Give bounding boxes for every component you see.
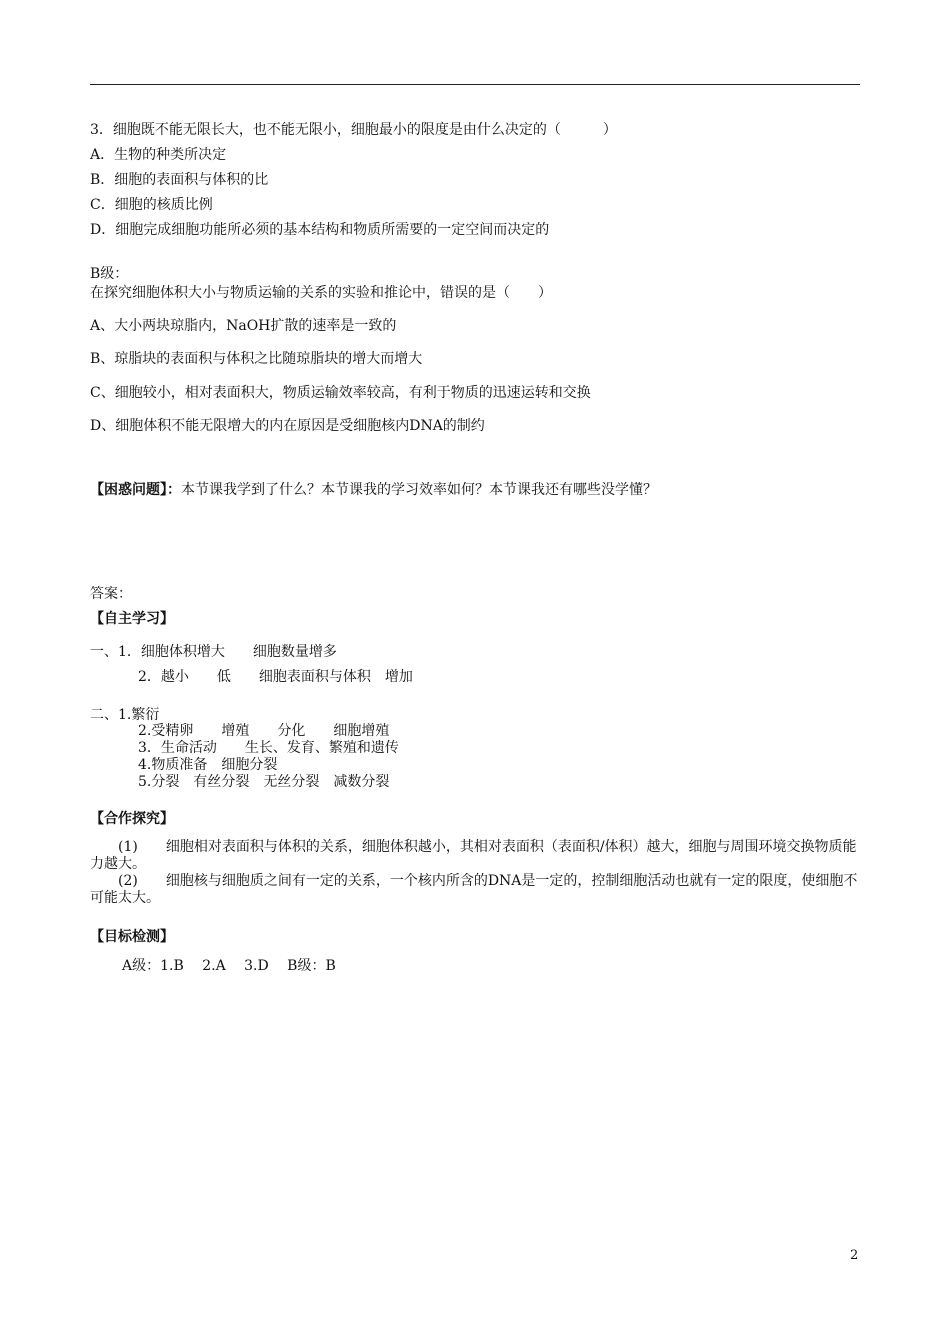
self-study-line: 二、1.繁衍	[90, 707, 160, 723]
self-study-line: 3．生命活动 生长、发育、繁殖和遗传	[138, 740, 399, 756]
level-b-option-a: A、大小两块琼脂内，NaOH扩散的速率是一致的	[90, 318, 397, 334]
self-study-line: 2.受精卵 增殖 分化 细胞增殖	[138, 723, 390, 739]
self-study-line: 4.物质准备 细胞分裂	[138, 757, 278, 773]
level-b-option-c: C、细胞较小，相对表面积大，物质运输效率较高，有利于物质的迅速运转和交换	[90, 385, 591, 401]
reflection-text: 本节课我学到了什么？本节课我的学习效率如何？本节课我还有哪些没学懂？	[181, 482, 657, 498]
page-number: 2	[850, 1248, 859, 1263]
self-study-line: 2．越小 低 细胞表面积与体积 增加	[138, 669, 413, 685]
level-b-label: B级：	[90, 266, 129, 282]
answers-label: 答案：	[90, 586, 132, 602]
self-study-line: 一、1．细胞体积增大 细胞数量增多	[90, 644, 337, 660]
level-b-stem: 在探究细胞体积大小与物质运输的关系的实验和推论中，错误的是（ ）	[90, 285, 552, 301]
level-b-option-b: B、琼脂块的表面积与体积之比随琼脂块的增大而增大	[90, 351, 423, 367]
coop-paragraph-1: (1) 细胞相对表面积与体积的关系，细胞体积越小，其相对表面积（表面积/体积）越大，细胞与周围环境交换物质能力越大。	[90, 839, 857, 872]
header-rule	[90, 84, 860, 85]
self-study-line: 5.分裂 有丝分裂 无丝分裂 减数分裂	[138, 774, 390, 790]
q3-option-a: A．生物的种类所决定	[90, 147, 227, 163]
q3-option-c: C．细胞的核质比例	[90, 197, 213, 213]
q3-stem: 3．细胞既不能无限长大，也不能无限小，细胞最小的限度是由什么决定的（ ）	[90, 122, 617, 138]
self-study-title: 【自主学习】	[90, 611, 174, 627]
target-answers: A级：1.B 2.A 3.D B级：B	[122, 958, 336, 974]
q3-option-b: B．细胞的表面积与体积的比	[90, 172, 269, 188]
target-title: 【目标检测】	[90, 929, 174, 945]
coop-title: 【合作探究】	[90, 811, 174, 827]
q3-option-d: D．细胞完成细胞功能所必须的基本结构和物质所需要的一定空间而决定的	[90, 222, 550, 238]
level-b-option-d: D、细胞体积不能无限增大的内在原因是受细胞核内DNA的制约	[90, 418, 485, 434]
reflection-title: 【困惑问题】：	[90, 482, 181, 498]
coop-paragraph-2: (2) 细胞核与细胞质之间有一定的关系，一个核内所含的DNA是一定的，控制细胞活动也就有一定的限度，使细胞不可能太大。	[90, 873, 858, 906]
reflection-line	[90, 481, 657, 499]
